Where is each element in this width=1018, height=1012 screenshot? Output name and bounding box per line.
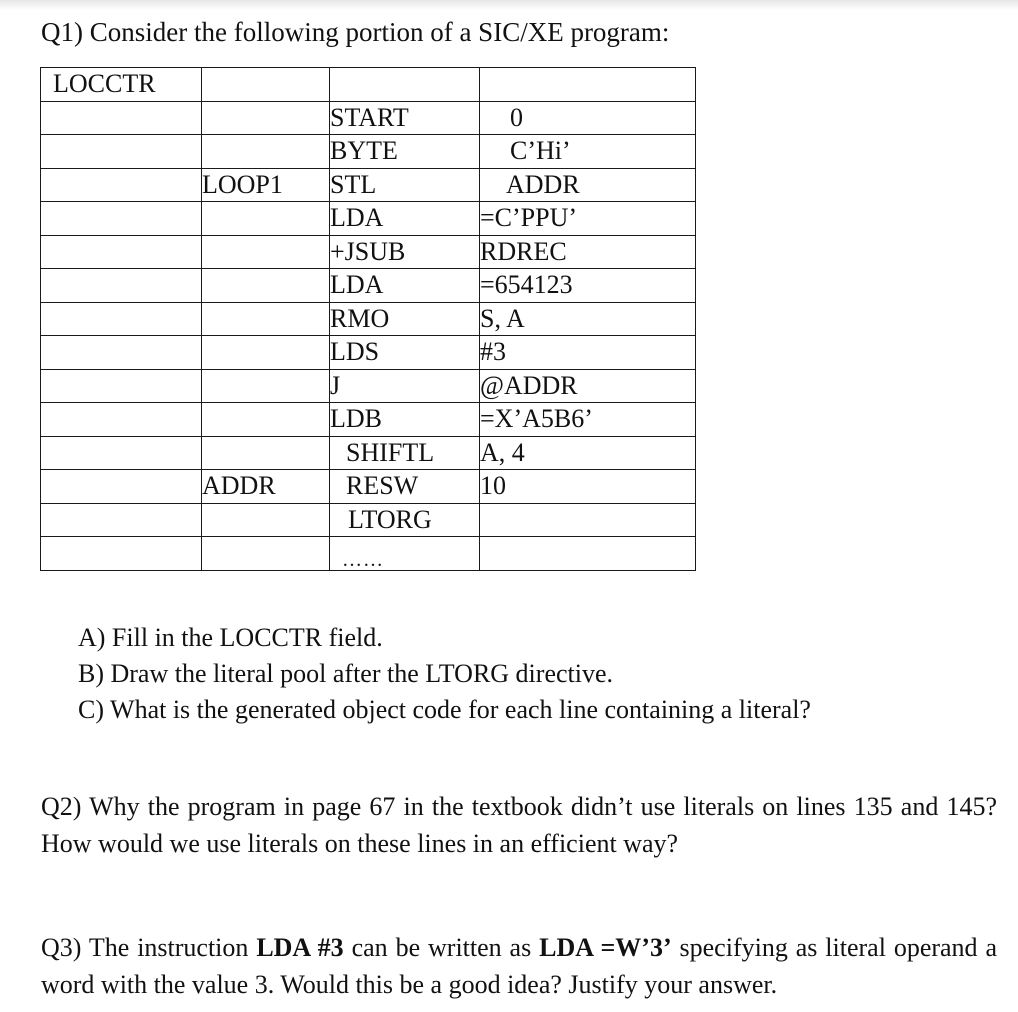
opcode-cell: LDA bbox=[330, 269, 480, 303]
table-row bbox=[41, 369, 696, 403]
label-cell bbox=[202, 235, 330, 269]
opcode-cell bbox=[330, 68, 480, 102]
label-cell: ADDR bbox=[202, 470, 330, 504]
label-cell bbox=[202, 436, 330, 470]
table-row bbox=[41, 336, 696, 370]
q3-paragraph bbox=[41, 929, 997, 1003]
table-row bbox=[41, 403, 696, 437]
locctr-cell[interactable] bbox=[41, 403, 202, 437]
table-row bbox=[41, 101, 696, 135]
opcode-cell: LDB bbox=[330, 403, 480, 437]
operand-cell: ADDR bbox=[480, 168, 696, 202]
operand-cell: S, A bbox=[480, 302, 696, 336]
operand-cell bbox=[480, 68, 696, 102]
q3-text-1: Q3) The instruction bbox=[41, 933, 257, 962]
continuation-dots: …… bbox=[342, 549, 384, 572]
q3-bold-instruction: LDA #3 bbox=[256, 933, 344, 962]
opcode-cell: START bbox=[330, 101, 480, 135]
table-row bbox=[41, 135, 696, 169]
label-cell bbox=[202, 336, 330, 370]
q3-text-2: can be written as bbox=[343, 933, 540, 962]
locctr-cell[interactable] bbox=[41, 235, 202, 269]
locctr-cell[interactable] bbox=[41, 503, 202, 537]
locctr-cell[interactable] bbox=[41, 302, 202, 336]
locctr-cell[interactable] bbox=[41, 101, 202, 135]
table-row bbox=[41, 537, 696, 571]
table-row bbox=[41, 436, 696, 470]
q1-part-b: B) Draw the literal pool after the LTORG directive. bbox=[78, 659, 614, 688]
opcode-cell: RMO bbox=[330, 302, 480, 336]
opcode-cell: J bbox=[330, 369, 480, 403]
label-cell bbox=[202, 101, 330, 135]
table-row bbox=[41, 269, 696, 303]
q2-paragraph: Q2) Why the program in page 67 in the textbook didn’t use literals on lines 135 and 145? How would we use literals on these lines in an efficient way? bbox=[41, 792, 997, 858]
opcode-cell: RESW bbox=[330, 470, 480, 504]
locctr-header: LOCCTR bbox=[41, 68, 202, 102]
label-cell bbox=[202, 537, 330, 571]
q3-text-3: specifying as literal operand a word with the value 3. Would this be a good idea? Justify your answer. bbox=[41, 933, 998, 999]
label-cell bbox=[202, 269, 330, 303]
q3-bold-literal: LDA =W’3’ bbox=[539, 933, 672, 962]
locctr-cell[interactable] bbox=[41, 369, 202, 403]
locctr-cell[interactable] bbox=[41, 336, 202, 370]
table-row bbox=[41, 302, 696, 336]
table-row bbox=[41, 470, 696, 504]
table-row bbox=[41, 168, 696, 202]
table-row bbox=[41, 503, 696, 537]
operand-cell: 0 bbox=[480, 101, 696, 135]
program-table bbox=[40, 67, 696, 571]
top-shadow-bar bbox=[0, 0, 1018, 10]
operand-cell bbox=[480, 537, 696, 571]
opcode-cell: LDA bbox=[330, 202, 480, 236]
operand-cell bbox=[480, 503, 696, 537]
label-cell bbox=[202, 202, 330, 236]
operand-cell: #3 bbox=[480, 336, 696, 370]
operand-cell: A, 4 bbox=[480, 436, 696, 470]
locctr-cell[interactable] bbox=[41, 436, 202, 470]
label-cell bbox=[202, 68, 330, 102]
operand-cell: =X’A5B6’ bbox=[480, 403, 696, 437]
label-cell bbox=[202, 503, 330, 537]
opcode-cell bbox=[330, 537, 480, 571]
locctr-cell[interactable] bbox=[41, 135, 202, 169]
operand-cell: 10 bbox=[480, 470, 696, 504]
q1-part-a: A) Fill in the LOCCTR field. bbox=[78, 623, 383, 652]
locctr-cell[interactable] bbox=[41, 202, 202, 236]
opcode-cell: BYTE bbox=[330, 135, 480, 169]
operand-cell: RDREC bbox=[480, 235, 696, 269]
operand-cell: =654123 bbox=[480, 269, 696, 303]
q1-heading: Q1) Consider the following portion of a SIC/XE program: bbox=[41, 17, 670, 47]
label-cell bbox=[202, 135, 330, 169]
q1-part-c: C) What is the generated object code for each line containing a literal? bbox=[78, 695, 811, 724]
opcode-cell: STL bbox=[330, 168, 480, 202]
operand-cell: =C’PPU’ bbox=[480, 202, 696, 236]
operand-cell: @ADDR bbox=[480, 369, 696, 403]
opcode-cell: LDS bbox=[330, 336, 480, 370]
table-header-row bbox=[41, 68, 696, 102]
label-cell: LOOP1 bbox=[202, 168, 330, 202]
table-row bbox=[41, 202, 696, 236]
label-cell bbox=[202, 369, 330, 403]
opcode-cell: +JSUB bbox=[330, 235, 480, 269]
opcode-cell: LTORG bbox=[330, 503, 480, 537]
label-cell bbox=[202, 302, 330, 336]
locctr-cell[interactable] bbox=[41, 269, 202, 303]
locctr-cell[interactable] bbox=[41, 470, 202, 504]
opcode-cell: SHIFTL bbox=[330, 436, 480, 470]
table-row bbox=[41, 235, 696, 269]
operand-cell: C’Hi’ bbox=[480, 135, 696, 169]
locctr-cell[interactable] bbox=[41, 537, 202, 571]
locctr-cell[interactable] bbox=[41, 168, 202, 202]
label-cell bbox=[202, 403, 330, 437]
